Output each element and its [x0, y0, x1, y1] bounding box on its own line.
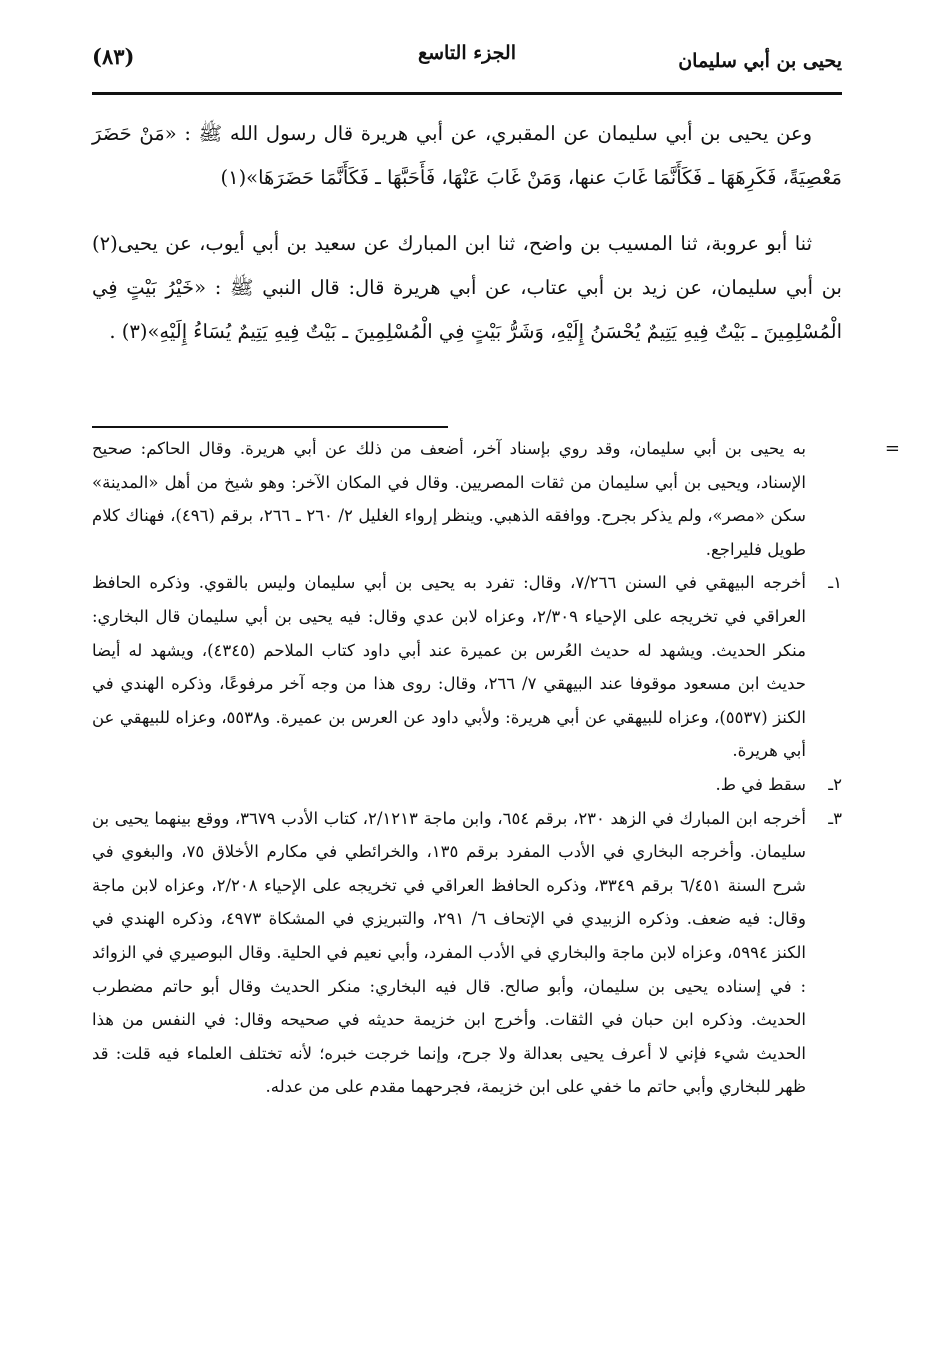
- page-number: (٨٣): [92, 44, 135, 69]
- footnote-text: به يحيى بن أبي سليمان، وقد روي بإسناد آخر، أضعف من ذلك عن أبي هريرة. وقال الحاكم: صحيح الإسناد، ويحيى بن أبي سليمان من ثقات المصريين. وقال في المكان الآخر: وهو شيخ من أهل «المدينة» سكن «مصر»، ولم يذكر بجرح. ووافقه الذهبي. وينظر إرواء الغليل ٢/ ٢٦٠ ـ ٢٦٦، برقم (٤٩٦)، فهناك كلام طويل فليراجع.: [92, 439, 806, 559]
- footnotes: [92, 432, 900, 1104]
- footnote-3: [92, 802, 842, 1104]
- main-paragraph: وعن يحيى بن أبي سليمان عن المقبري، عن أبي هريرة قال رسول الله ﷺ : «مَنْ حَضَرَ مَعْصِيَةً، فَكَرِهَهَا ـ فَكَأَنَّمَا غَابَ عنها، وَمَنْ غَابَ عَنْهَا، فَأَحَبَّهَا ـ فَكَأَنَّمَا حَضَرَهَا»(١): [92, 122, 842, 189]
- footnote-continuation: [92, 432, 900, 566]
- footnote-marker: =: [884, 438, 900, 459]
- footnote-marker: ١ـ: [828, 573, 842, 593]
- footnote-text: أخرجه ابن المبارك في الزهد ٢٣٠، برقم ٦٥٤، وابن ماجة ٢/١٢١٣، كتاب الأدب ٣٦٧٩، ووقع بينهما يحيى بن سليمان. وأخرجه البخاري في الأدب المفرد برقم ١٣٥، والخرائطي في مكارم الأخلاق ٧٥، والبغوي في شرح السنة ٦/٤٥١ برقم ٣٣٤٩، وذكره الحافظ العراقي في تخريجه على الإحياء ٢/٢٠٨، وعزاه لابن ماجة وقال: فيه ضعف. وذكره الزبيدي في الإتحاف ٦/ ٢٩١، والتبريزي في المشكاة ٤٩٧٣، وذكره الهندي في الكنز ٥٩٩٤، وعزاه لابن ماجة والبخاري في الأدب المفرد، وأبي نعيم في الحلية. وقال البوصيري في الزوائد : في إسناده يحيى بن سليمان، وأبو صالح. قال فيه البخاري: منكر الحديث وقال أبو حاتم مضطرب الحديث. وذكره ابن حبان في الثقات. وأخرج ابن خزيمة حديثه في صحيحه وقال: في النفس من هذا الحديث شيء فإني لا أعرف يحيى بعدالة ولا جرح، وإنما خرجت خبره؛ لأنه تختلف العلماء فيه قلت: قد ظهر للبخاري وأبي حاتم ما خفي على ابن خزيمة، فجرحهما مقدم على من عدله.: [92, 808, 806, 1097]
- main-paragraph: ثنا أبو عروبة، ثنا المسيب بن واضح، ثنا ابن المبارك عن سعيد بن أبي أيوب، عن يحيى(٢) بن أبي سليمان، عن زيد بن أبي عتاب، عن أبي هريرة قال: قال النبي ﷺ : «خَيْرُ بَيْتٍ فِي الْمُسْلِمِينَ ـ بَيْتٌ فِيهِ يَتِيمٌ يُحْسَنُ إِلَيْهِ، وَشَرُّ بَيْتٍ فِي الْمُسْلِمِينَ ـ بَيْتٌ فِيهِ يَتِيمٌ يُسَاءُ إِلَيْهِ»(٣) .: [92, 232, 842, 343]
- header-divider: [92, 92, 842, 95]
- footnote-text: سقط في ط.: [715, 774, 806, 794]
- volume-label: الجزء التاسع: [418, 42, 516, 64]
- running-title: يحيى بن أبي سليمان: [678, 50, 842, 72]
- footnote-text: أخرجه البيهقي في السنن ٧/٢٦٦، وقال: تفرد به يحيى بن أبي سليمان وليس بالقوي. وذكره الحافظ العراقي في تخريجه على الإحياء ٢/٣٠٩، وعزاه لابن عدي وقال: فيه يحيى بن أبي سليمان قال البخاري: منكر الحديث. ويشهد له حديث العُرس بن عميرة عند أبي داود كتاب الملاحم (٤٣٤٥)، ويشهد له أيضا حديث ابن مسعود موقوفا عند البيهقي ٧/ ٢٦٦، وقال: روى هذا من وجه آخر مرفوعًا، وذكره الهندي في الكنز (٥٥٣٧)، وعزاه للبيهقي عن أبي هريرة: ولأبي داود عن العرس بن عميرة. و٥٥٣٨، وعزاه للبيهقي عن أبي هريرة.: [92, 573, 807, 761]
- footnote-1: [92, 566, 842, 768]
- footnote-marker: ٣ـ: [828, 808, 842, 828]
- footnote-marker: ٢ـ: [828, 774, 842, 794]
- footnote-separator: [92, 426, 448, 428]
- footnote-2: [92, 768, 842, 802]
- main-text: [92, 112, 842, 376]
- page-header: [92, 34, 842, 90]
